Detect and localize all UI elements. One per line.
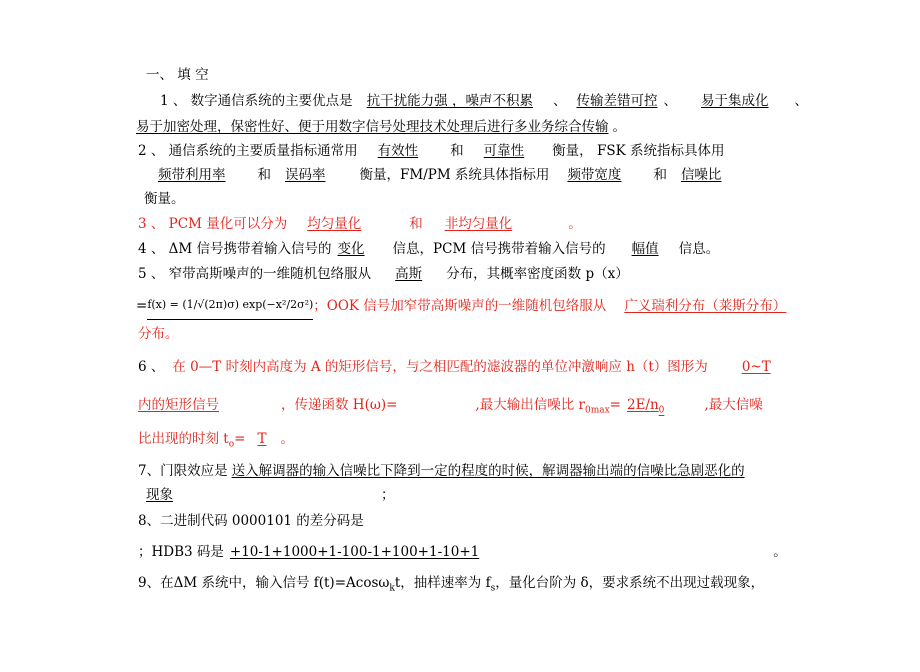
q2-mid-3: 和 <box>257 167 271 183</box>
question-6-line-2 <box>138 396 763 420</box>
q9-text-3: ，量化台阶为 δ，要求系统不出现过载现象， <box>495 575 765 591</box>
q4-answer-1: 变化 <box>337 241 365 257</box>
question-5-line-2 <box>136 293 820 320</box>
q8-prefix: 8、二进制代码 0000101 的差分码是 <box>138 513 364 529</box>
q6-text-4: = <box>609 397 621 413</box>
q5-answer-2: 广义瑞利分布（莱斯分布） <box>624 298 787 314</box>
q2-end: 衡量。 <box>144 191 185 207</box>
q2-answer-2: 可靠性 <box>483 143 525 159</box>
question-7-line-1 <box>138 462 745 480</box>
q8-end: 。 <box>773 544 787 560</box>
q2-answer-4: 误码率 <box>285 167 326 183</box>
q8-line-2-label: ；HDB3 码是 <box>138 544 224 560</box>
q4-answer-2: 幅值 <box>631 241 659 257</box>
question-8-line-1 <box>138 512 428 530</box>
q5-prefix: 5 、 窄带高斯噪声的一维随机包络服从 <box>138 266 372 282</box>
q6-text-6: 比出现的时刻 t <box>138 431 229 447</box>
q6-answer-2: 2E/n <box>626 397 659 413</box>
q5-eq: = <box>136 298 148 314</box>
q3-prefix: 3 、 PCM 量化可以分为 <box>138 216 288 232</box>
q2-answer-5: 频带宽度 <box>567 167 622 183</box>
q6-text-3: ,最大输出信噪比 r <box>475 397 585 413</box>
q7-answer: 送入解调器的输入信噪比下降到一定的程度的时候，解调器输出端的信噪比急剧恶化的 <box>231 463 745 479</box>
question-2-line-2 <box>136 166 751 184</box>
q6-text-7: = <box>234 431 246 447</box>
q1-answer-4: 易于加密处理，保密性好、便于用数字信号处理技术处理后进行多业务综合传输 <box>136 119 609 135</box>
q1-answer-2: 传输差错可控 <box>576 93 658 109</box>
section-title: 一、 填 空 <box>146 67 209 83</box>
q8-answer-2: +10-1+1000+1-100-1+100+1-10+1 <box>229 544 480 560</box>
q2-mid-5: 和 <box>653 167 667 183</box>
question-4 <box>138 240 719 258</box>
question-5-line-1 <box>138 265 629 283</box>
q3-answer-1: 均匀量化 <box>307 216 362 232</box>
question-1-line-1 <box>160 92 808 110</box>
question-6-line-1 <box>138 358 771 376</box>
question-6-line-3 <box>138 430 294 454</box>
q6-answer-3: T <box>257 431 267 447</box>
q2-prefix: 2 、 通信系统的主要质量指标通常用 <box>138 143 358 159</box>
q4-prefix: 4 、 ΔM 信号携带着输入信号的 <box>138 241 332 257</box>
q1-answer-1: 抗干扰能力强 ，噪声不积累 <box>366 93 533 109</box>
q1-sep-3: 、 <box>794 93 808 109</box>
q5-answer-1: 高斯 <box>395 266 423 282</box>
q4-mid: 信息，PCM 信号携带着输入信号的 <box>392 241 606 257</box>
q6-sub-1: 0max <box>584 405 610 416</box>
question-5-line-3: 分布。 <box>138 326 179 342</box>
q6-sub-3: o <box>228 439 235 450</box>
q3-mid: 和 <box>409 216 423 232</box>
q3-end: 。 <box>568 216 582 232</box>
q1-sep-1: 、 <box>552 93 567 109</box>
q6-prefix: 6 、 <box>138 359 165 375</box>
question-3 <box>138 215 582 233</box>
q1-sep-2: 、 <box>663 93 677 109</box>
q2-answer-3: 频带利用率 <box>158 167 226 183</box>
q7-prefix: 7、门限效应是 <box>138 463 228 479</box>
q1-answer-3: 易于集成化 <box>700 93 769 109</box>
q5-mid: 分布，其概率密度函数 p（x） <box>446 266 629 282</box>
question-7-line-2 <box>146 486 395 504</box>
q2-mid-2: 衡量， FSK 系统指标具体用 <box>552 143 725 159</box>
q2-mid-1: 和 <box>450 143 464 159</box>
question-2-line-3 <box>136 190 185 208</box>
q6-text-1: 在 0—T 时刻内高度为 A 的矩形信号，与之相匹配的滤波器的单位冲激响应 h（t）图形为 <box>172 359 708 375</box>
q9-sub-1: k <box>389 583 395 594</box>
q7-end: ； <box>381 487 395 503</box>
pdf-formula: f(x) = (1/√(2π)σ) exp(−x²/2σ²) <box>147 293 313 320</box>
q1-prefix: 1 、 数字通信系统的主要优点是 <box>160 93 353 109</box>
q3-answer-2: 非均匀量化 <box>444 216 513 232</box>
q6-end: 。 <box>280 431 294 447</box>
q6-answer-1b: 内的矩形信号 <box>138 397 219 413</box>
q2-answer-1: 有效性 <box>377 143 419 159</box>
q5-red-text: ；OOK 信号加窄带高斯噪声的一维随机包络服从 <box>313 298 607 314</box>
q1-end: 。 <box>612 119 626 135</box>
q6-text-2: ，传递函数 H(ω)= <box>281 397 398 413</box>
q6-text-5: ,最大信噪 <box>704 397 763 413</box>
q9-text-2: t，抽样速率为 f <box>394 575 491 591</box>
q6-sub-2: 0 <box>658 405 665 416</box>
q9-sub-2: s <box>490 583 496 594</box>
q6-answer-1a: 0~T <box>741 359 771 375</box>
question-1-line-2 <box>136 118 626 136</box>
question-8-line-2 <box>138 543 787 561</box>
question-9 <box>138 574 764 598</box>
q7-answer-b: 现象 <box>146 487 173 503</box>
q2-answer-6: 信噪比 <box>680 167 722 183</box>
question-2-line-1 <box>138 142 724 160</box>
q4-end: 信息。 <box>678 241 720 257</box>
q2-mid-4: 衡量，FM/PM 系统具体指标用 <box>359 167 550 183</box>
q9-text-1: 9、在ΔM 系统中，输入信号 f(t)=Acosω <box>138 575 390 591</box>
